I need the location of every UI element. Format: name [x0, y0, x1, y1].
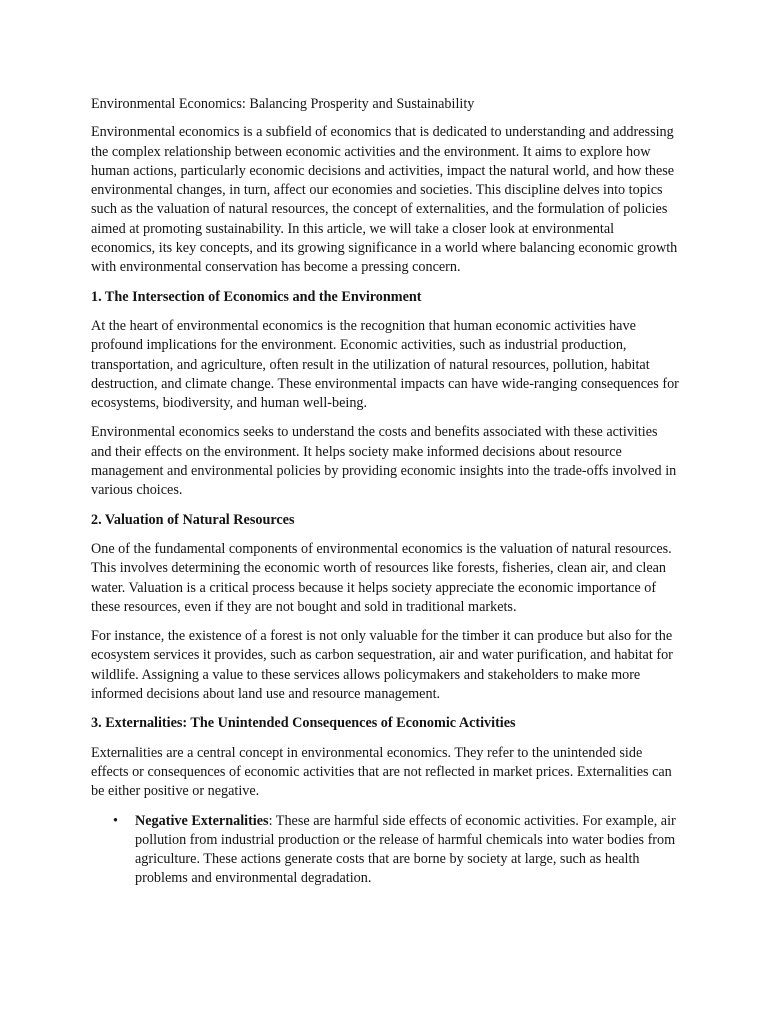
document-page	[91, 95, 681, 889]
section-paragraph: Environmental economics seeks to understand the costs and benefits associated with these activities and their effects on the environment. It helps society make informed decisions about resource management and environmental policies by providing economic insights into the trade-offs involved in various choices.	[91, 424, 677, 499]
section-paragraph: At the heart of environmental economics is the recognition that human economic activities have profound implications for the environment. Economic activities, such as industrial production, transportation, and agriculture, often result in the utilization of natural resources, pollution, habitat destruction, and climate change. These environmental impacts can have wide-ranging consequences for ecosystems, biodiversity, and human well-being.	[91, 317, 679, 412]
section-paragraph: For instance, the existence of a forest is not only valuable for the timber it can produce but also for the ecosystem services it provides, such as carbon sequestration, air and water purification, and habitat for wildlife. Assigning a value to these services allows policymakers and stakeholders to make more informed decisions about land use and resource management.	[91, 628, 673, 703]
section-paragraph: One of the fundamental components of environmental economics is the valuation of natural resources. This involves determining the economic worth of resources like forests, fisheries, clean air, and clean water. Valuation is a critical process because it helps society appreciate the economic importance of these resources, even if they are not bought and sold in traditional markets.	[91, 540, 672, 615]
section-paragraph: Externalities are a central concept in environmental economics. They refer to the unintended side effects or consequences of economic activities that are not reflected in market prices. Externalities can be either positive or negative.	[91, 744, 672, 800]
externalities-list	[91, 812, 681, 889]
bullet-text: : These are harmful side effects of economic activities. For example, air pollution from industrial production or the release of harmful chemicals into water bodies from agriculture. These actions generate costs that are borne by society at large, such as health problems and environmental degradation.	[135, 812, 676, 887]
section-heading: 1. The Intersection of Economics and the Environment	[91, 288, 422, 305]
section-heading: 2. Valuation of Natural Resources	[91, 511, 295, 528]
bullet-term: Negative Externalities	[135, 812, 269, 829]
intro-paragraph: Environmental economics is a subfield of economics that is dedicated to understanding and addressing the complex relationship between economic activities and the environment. It aims to explore how human actions, particularly economic decisions and activities, impact the natural world, and how these environmental changes, in turn, affect our economies and societies. This discipline delves into topics such as the valuation of natural resources, the concept of externalities, and the formulation of policies aimed at promoting sustainability. In this article, we will take a closer look at environmental economics, its key concepts, and its growing significance in a world where balancing economic growth with environmental conservation has become a pressing concern.	[91, 124, 678, 276]
section-heading: 3. Externalities: The Unintended Consequences of Economic Activities	[91, 715, 516, 732]
list-item	[113, 812, 681, 889]
bullet-icon: •	[113, 812, 118, 829]
document-title: Environmental Economics: Balancing Prosperity and Sustainability	[91, 96, 475, 112]
